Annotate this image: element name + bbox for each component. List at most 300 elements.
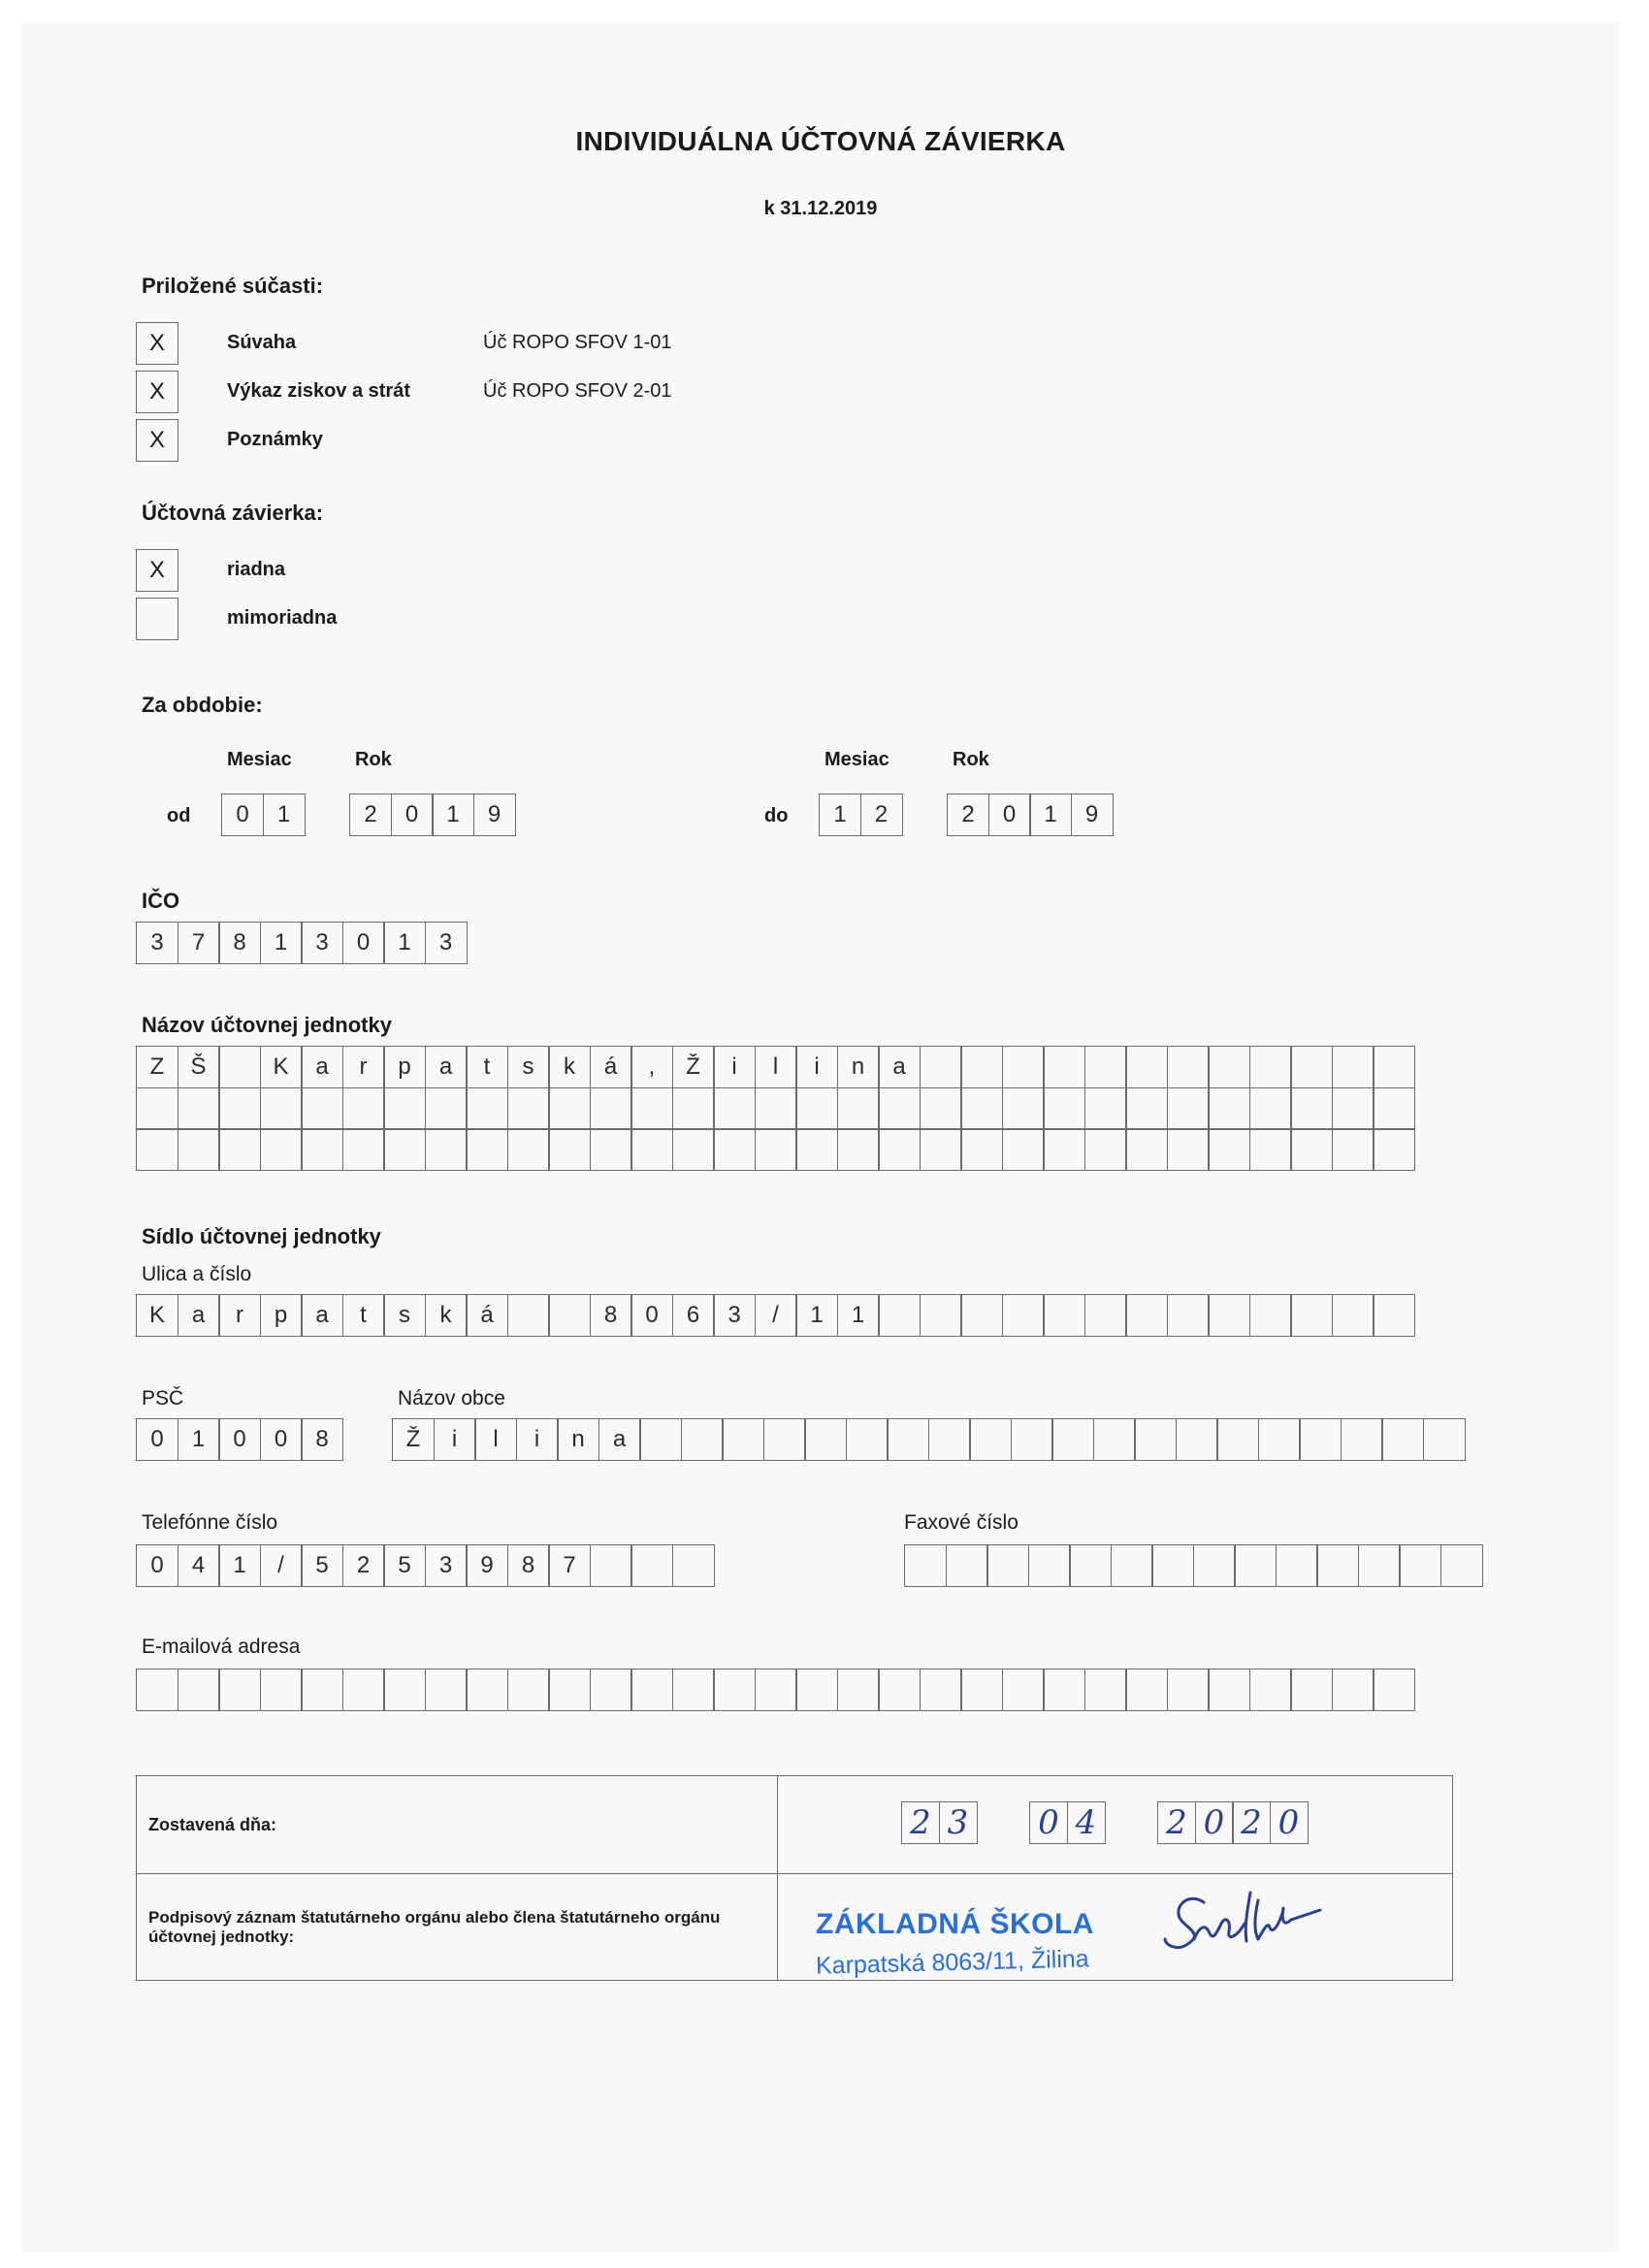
char-cell [672,1087,715,1130]
char-cell: 0 [136,1544,178,1587]
char-cell [466,1087,508,1130]
char-cell [920,1294,962,1337]
char-cell: t [466,1046,508,1088]
char-cell [672,1544,715,1587]
char-cell: 7 [548,1544,591,1587]
char-cell: k [425,1294,468,1337]
street-label: Ulica a číslo [142,1263,252,1285]
char-cell [1208,1128,1250,1171]
char-cell [713,1087,756,1130]
char-cell: Ž [392,1418,435,1461]
char-cell [1151,1544,1194,1587]
char-cell [1373,1669,1415,1711]
char-cell [795,1087,838,1130]
char-cell [1249,1669,1292,1711]
char-cell [639,1418,682,1461]
ico-label: IČO [142,889,180,913]
char-cell [1176,1418,1218,1461]
psc-label: PSČ [142,1387,184,1409]
component-code-suvaha: Úč ROPO SFOV 1-01 [483,332,672,353]
char-cell: l [755,1046,797,1088]
char-cell: i [434,1418,476,1461]
statement-label-riadna: riadna [227,559,286,580]
char-cell [1002,1669,1045,1711]
char-cell: a [425,1046,468,1088]
char-cell: l [474,1418,517,1461]
char-cell [1249,1128,1292,1171]
char-cell: 3 [425,922,468,964]
char-cell [1011,1418,1053,1461]
char-cell [795,1128,838,1171]
char-cell: 1 [795,1294,838,1337]
char-cell: 8 [218,922,261,964]
char-cell [1373,1087,1415,1130]
char-cell: a [178,1294,220,1337]
char-cell: 3 [425,1544,468,1587]
phone-field[interactable] [136,1544,715,1587]
char-cell [1332,1669,1374,1711]
char-cell [1332,1087,1374,1130]
char-cell: a [301,1046,343,1088]
char-cell [1084,1294,1127,1337]
char-cell [1084,1669,1127,1711]
stamp-school-address: Karpatská 8063/11, Žilina [815,1945,1089,1980]
char-cell [1249,1294,1292,1337]
handwritten-digit: 4 [1067,1801,1106,1844]
unit-name-row-3 [136,1128,1415,1171]
char-cell [1051,1418,1094,1461]
char-cell [960,1046,1003,1088]
char-cell: 2 [947,794,989,836]
city-field[interactable] [392,1418,1466,1461]
checkbox-mimoriadna[interactable] [136,598,178,640]
char-cell [795,1669,838,1711]
char-cell [218,1669,261,1711]
char-cell [548,1128,591,1171]
char-cell: 1 [837,1294,880,1337]
compiled-year-field[interactable] [1157,1801,1309,1844]
char-cell: a [301,1294,343,1337]
handwritten-digit: 0 [1270,1801,1309,1844]
char-cell: i [795,1046,838,1088]
char-cell: 8 [507,1544,550,1587]
char-cell: K [260,1046,303,1088]
char-cell [1043,1046,1085,1088]
char-cell [946,1544,988,1587]
component-label-poznamky: Poznámky [227,429,323,450]
char-cell [136,1669,178,1711]
char-cell [301,1128,343,1171]
char-cell: 2 [349,794,392,836]
char-cell [260,1087,303,1130]
char-cell [1167,1294,1210,1337]
fax-label: Faxové číslo [904,1511,1018,1534]
char-cell [301,1669,343,1711]
char-cell: 2 [342,1544,385,1587]
char-cell [1125,1087,1168,1130]
stamp-school-name: ZÁKLADNÁ ŠKOLA [816,1908,1094,1940]
char-cell [1249,1046,1292,1088]
handwritten-digit: 2 [1157,1801,1196,1844]
char-cell [887,1418,929,1461]
char-cell: á [590,1046,632,1088]
char-cell [1028,1544,1071,1587]
char-cell: 7 [178,922,220,964]
char-cell [1002,1128,1045,1171]
char-cell: 1 [1029,794,1072,836]
char-cell [1258,1418,1301,1461]
char-cell [960,1294,1003,1337]
char-cell [1208,1669,1250,1711]
char-cell [713,1128,756,1171]
char-cell [548,1294,591,1337]
char-cell: K [136,1294,178,1337]
char-cell [218,1087,261,1130]
char-cell [1358,1544,1401,1587]
char-cell: r [342,1046,385,1088]
char-cell [178,1669,220,1711]
char-cell: t [342,1294,385,1337]
char-cell [425,1128,468,1171]
char-cell: 0 [342,922,385,964]
handwritten-digit: 0 [1195,1801,1234,1844]
char-cell [920,1128,962,1171]
to-month-field[interactable] [819,794,903,836]
char-cell [630,1544,673,1587]
from-month-label: Mesiac [227,749,292,770]
checkbox-poznamky[interactable]: X [136,419,178,462]
char-cell: 3 [301,922,343,964]
handwritten-digit: 0 [1029,1801,1068,1844]
char-cell [1276,1544,1318,1587]
char-cell [1290,1294,1333,1337]
char-cell [507,1128,550,1171]
char-cell [1381,1418,1424,1461]
table-divider-vertical [777,1776,778,1980]
char-cell [878,1087,921,1130]
char-cell: 5 [301,1544,343,1587]
char-cell [1084,1087,1127,1130]
ico-field[interactable] [136,922,468,964]
char-cell [1249,1087,1292,1130]
char-cell [630,1669,673,1711]
char-cell [590,1669,632,1711]
char-cell [1290,1087,1333,1130]
char-cell [1332,1128,1374,1171]
char-cell: 2 [860,794,903,836]
char-cell: i [516,1418,559,1461]
char-cell [1125,1046,1168,1088]
from-label: od [167,805,191,826]
char-cell [904,1544,947,1587]
fax-field[interactable] [904,1544,1483,1587]
char-cell: 0 [988,794,1031,836]
char-cell [507,1087,550,1130]
statement-row-mimoriadna [136,598,178,640]
char-cell [507,1294,550,1337]
char-cell [1043,1294,1085,1337]
char-cell [1167,1046,1210,1088]
char-cell: p [260,1294,303,1337]
char-cell [548,1669,591,1711]
char-cell [1002,1294,1045,1337]
handwritten-digit: 3 [939,1801,978,1844]
component-code-vykaz: Úč ROPO SFOV 2-01 [483,380,672,402]
char-cell: , [630,1046,673,1088]
signature-table [136,1775,1453,1981]
char-cell [1167,1128,1210,1171]
char-cell [1002,1087,1045,1130]
char-cell: s [507,1046,550,1088]
char-cell [1290,1128,1333,1171]
char-cell [1216,1418,1259,1461]
unit-name-label: Názov účtovnej jednotky [142,1013,392,1037]
char-cell: 9 [1071,794,1114,836]
char-cell [1167,1087,1210,1130]
handwritten-signature [1157,1881,1351,1959]
char-cell [1208,1087,1250,1130]
handwritten-digit: 2 [901,1801,940,1844]
char-cell [672,1669,715,1711]
char-cell [1373,1046,1415,1088]
char-cell [928,1418,971,1461]
to-label: do [764,805,789,826]
statement-label-mimoriadna: mimoriadna [227,607,338,629]
char-cell [342,1128,385,1171]
char-cell [1399,1544,1441,1587]
char-cell [1234,1544,1277,1587]
char-cell [301,1087,343,1130]
street-field[interactable] [136,1294,1415,1337]
char-cell [1290,1669,1333,1711]
statement-heading: Účtovná závierka: [142,501,324,525]
unit-name-row-1 [136,1046,1415,1088]
char-cell: 0 [630,1294,673,1337]
checkbox-riadna[interactable]: X [136,549,178,592]
char-cell [1125,1128,1168,1171]
char-cell [1093,1418,1136,1461]
char-cell: Š [178,1046,220,1088]
char-cell [590,1087,632,1130]
unit-name-row-2 [136,1087,1415,1130]
char-cell [837,1128,880,1171]
char-cell [1069,1544,1112,1587]
char-cell [218,1046,261,1088]
char-cell [755,1669,797,1711]
char-cell [507,1669,550,1711]
char-cell: 4 [178,1544,220,1587]
char-cell [630,1128,673,1171]
compiled-month-field[interactable] [1029,1801,1106,1844]
char-cell: Ž [672,1046,715,1088]
char-cell [1332,1294,1374,1337]
char-cell [1316,1544,1359,1587]
char-cell [1043,1087,1085,1130]
char-cell: 6 [672,1294,715,1337]
char-cell [466,1128,508,1171]
char-cell: 0 [391,794,434,836]
char-cell [1299,1418,1342,1461]
char-cell: 1 [383,922,426,964]
char-cell [846,1418,889,1461]
handwritten-digit: 2 [1232,1801,1271,1844]
char-cell [630,1087,673,1130]
checkbox-vykaz[interactable]: X [136,371,178,413]
char-cell [1043,1128,1085,1171]
char-cell [425,1669,468,1711]
email-label: E-mailová adresa [142,1636,301,1658]
char-cell: 0 [221,794,264,836]
char-cell: 8 [590,1294,632,1337]
component-row-vykaz [136,371,178,413]
char-cell: 0 [260,1418,303,1461]
char-cell [722,1418,764,1461]
char-cell [681,1418,724,1461]
char-cell: 9 [473,794,516,836]
char-cell [1043,1669,1085,1711]
char-cell: Z [136,1046,178,1088]
char-cell [342,1669,385,1711]
char-cell: n [837,1046,880,1088]
char-cell [1373,1294,1415,1337]
char-cell [1440,1544,1483,1587]
char-cell: 0 [218,1418,261,1461]
char-cell [548,1087,591,1130]
char-cell [1423,1418,1466,1461]
char-cell [1341,1418,1383,1461]
char-cell [383,1087,426,1130]
char-cell: / [755,1294,797,1337]
char-cell [1332,1046,1374,1088]
char-cell [878,1669,921,1711]
period-heading: Za obdobie: [142,693,263,717]
from-year-field[interactable] [349,794,516,836]
char-cell [837,1087,880,1130]
char-cell: n [557,1418,599,1461]
char-cell [1002,1046,1045,1088]
char-cell: á [466,1294,508,1337]
char-cell [590,1544,632,1587]
char-cell [920,1087,962,1130]
char-cell [969,1418,1012,1461]
to-month-label: Mesiac [824,749,889,770]
char-cell: r [218,1294,261,1337]
char-cell [1125,1294,1168,1337]
phone-label: Telefónne číslo [142,1511,278,1534]
char-cell: / [260,1544,303,1587]
char-cell [1290,1046,1333,1088]
char-cell: 1 [218,1544,261,1587]
char-cell [218,1128,261,1171]
table-divider-horizontal [137,1873,1452,1874]
char-cell [804,1418,847,1461]
char-cell [763,1418,806,1461]
char-cell [260,1128,303,1171]
char-cell: k [548,1046,591,1088]
char-cell [755,1128,797,1171]
char-cell [425,1087,468,1130]
email-field[interactable] [136,1669,1415,1711]
char-cell [1111,1544,1153,1587]
component-label-vykaz: Výkaz ziskov a strát [227,380,410,402]
char-cell: 1 [178,1418,220,1461]
unit-name-field[interactable] [136,1046,1415,1171]
char-cell: i [713,1046,756,1088]
char-cell [260,1669,303,1711]
char-cell [986,1544,1029,1587]
char-cell: 1 [263,794,306,836]
char-cell: 9 [466,1544,508,1587]
char-cell [878,1294,921,1337]
char-cell: a [878,1046,921,1088]
char-cell [1208,1294,1250,1337]
to-year-label: Rok [953,749,989,770]
char-cell [1167,1669,1210,1711]
char-cell: 3 [713,1294,756,1337]
statement-row-riadna [136,549,178,592]
component-row-poznamky [136,419,178,462]
char-cell: a [598,1418,641,1461]
char-cell: 0 [136,1418,178,1461]
char-cell [1125,1669,1168,1711]
char-cell: 8 [301,1418,343,1461]
compiled-label: Zostavená dňa: [148,1815,277,1834]
char-cell [878,1128,921,1171]
component-row-suvaha [136,322,178,365]
char-cell [1134,1418,1177,1461]
seat-heading: Sídlo účtovnej jednotky [142,1224,381,1248]
form-title: INDIVIDUÁLNA ÚČTOVNÁ ZÁVIERKA [575,126,1066,156]
char-cell [1193,1544,1236,1587]
char-cell [960,1128,1003,1171]
char-cell [837,1669,880,1711]
char-cell [178,1128,220,1171]
char-cell: 5 [383,1544,426,1587]
char-cell [960,1669,1003,1711]
char-cell [383,1669,426,1711]
char-cell [590,1128,632,1171]
char-cell [672,1128,715,1171]
char-cell: 3 [136,922,178,964]
char-cell [178,1087,220,1130]
char-cell [1084,1046,1127,1088]
char-cell [920,1046,962,1088]
form-sheet [21,21,1620,2252]
to-year-field[interactable] [947,794,1114,836]
from-month-field[interactable] [221,794,306,836]
char-cell: 1 [819,794,861,836]
char-cell: p [383,1046,426,1088]
char-cell: 1 [260,922,303,964]
component-label-suvaha: Súvaha [227,332,297,353]
char-cell [960,1087,1003,1130]
char-cell [342,1087,385,1130]
char-cell: s [383,1294,426,1337]
char-cell [920,1669,962,1711]
from-year-label: Rok [355,749,392,770]
char-cell: 1 [432,794,474,836]
psc-field[interactable] [136,1418,343,1461]
char-cell [755,1087,797,1130]
char-cell [1084,1128,1127,1171]
char-cell [1373,1128,1415,1171]
checkbox-suvaha[interactable]: X [136,322,178,365]
form-date: k 31.12.2019 [763,198,878,219]
char-cell [1208,1046,1250,1088]
compiled-day-field[interactable] [901,1801,978,1844]
char-cell [466,1669,508,1711]
city-label: Názov obce [398,1387,505,1409]
